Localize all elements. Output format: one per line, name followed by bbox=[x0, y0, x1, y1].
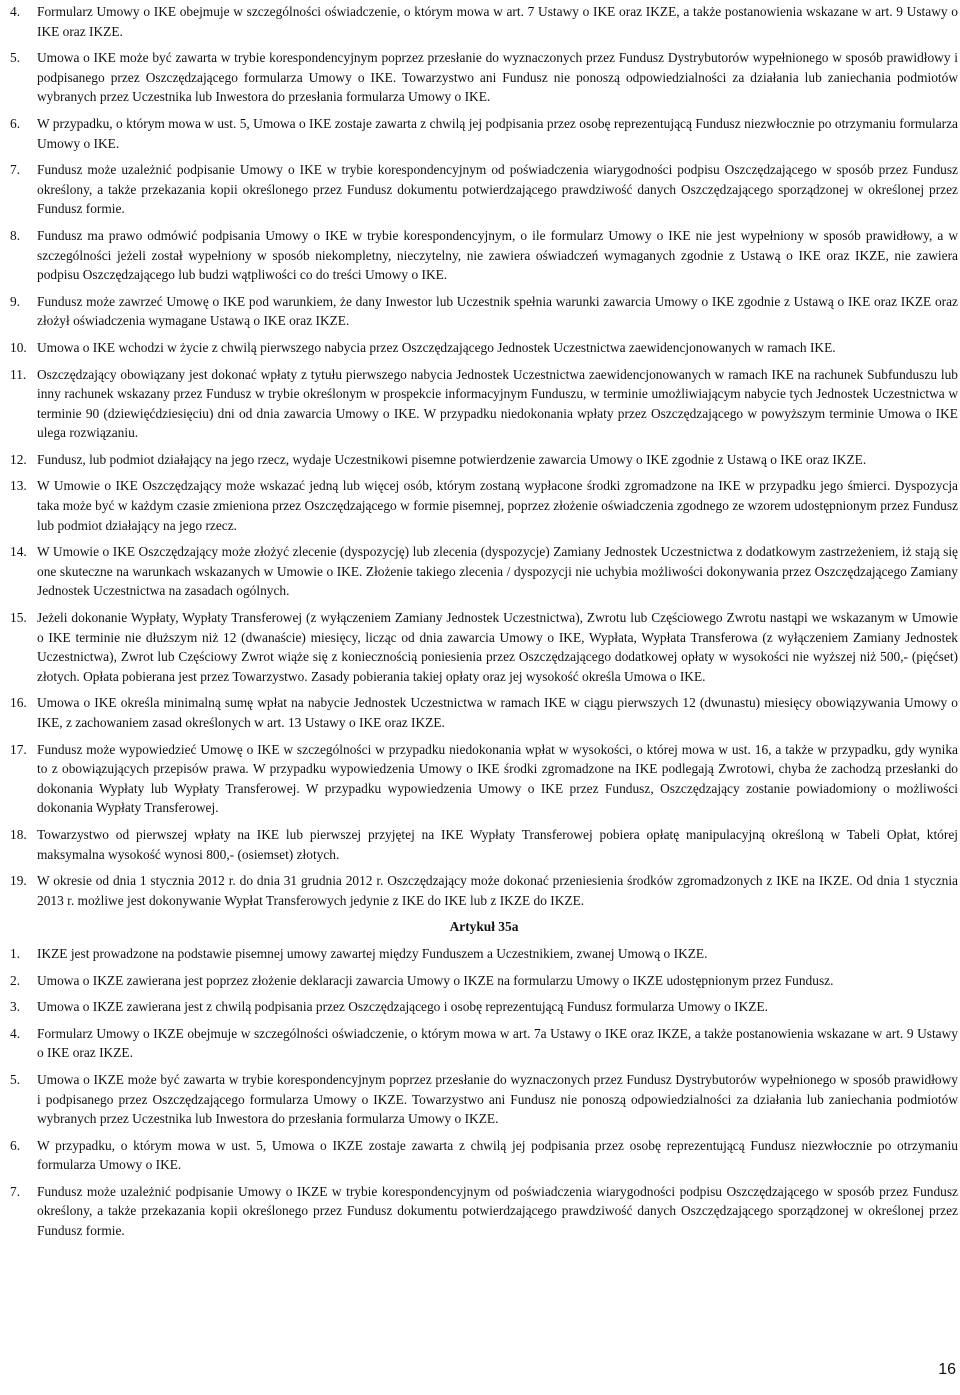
item-number: 16. bbox=[10, 695, 27, 711]
item-text: Oszczędzający obowiązany jest dokonać wpłaty z tytułu pierwszego nabycia Jednostek Uczestnictwa zaewidencjonowanych w ramach IKE na rachunek Subfunduszu lub inny rachunek wskazany przez Fundusz w trybie określonym w prospekcie informacyjnym Funduszu, w terminie umożliwiającym nabycie tych Jednostek Uczestnictwa w terminie 90 (dziewięćdziesięciu) dni od dnia zawarcia Umowy o IKE. W przypadku niedokonania wpłaty przez Oszczędzającego w powyższym terminie Umowa o IKE ulega rozwiązaniu. bbox=[37, 366, 958, 441]
article-heading: Artykuł 35a bbox=[449, 919, 519, 935]
item-text: W przypadku, o którym mowa w ust. 5, Umowa o IKZE zostaje zawarta z chwilą jej podpisania przez osobę reprezentującą Fundusz niezwłocznie po otrzymaniu formularza Umowy o IKE. bbox=[37, 1137, 958, 1173]
list-item bbox=[10, 476, 958, 535]
item-text: Umowa o IKZE zawierana jest poprzez złożenie deklaracji zawarcia Umowy o IKZE na formularzu Umowy o IKZE udostępnionym przez Fundusz. bbox=[37, 972, 834, 988]
list-item bbox=[10, 1136, 958, 1175]
item-text: W okresie od dnia 1 stycznia 2012 r. do dnia 31 grudnia 2012 r. Oszczędzający może dokonać przeniesienia środków zgromadzonych z IKE na IKZE. Od dnia 1 stycznia 2013 r. możliwe jest dokonywanie Wypłat Transferowych jedynie z IKE do IKE lub z IKZE do IKZE. bbox=[37, 873, 958, 908]
item-number: 7. bbox=[10, 1183, 21, 1199]
item-number: 1. bbox=[10, 945, 21, 961]
item-text: Fundusz może uzależnić podpisanie Umowy o IKE w trybie korespondencyjnym od poświadczenia wiarygodności podpisu Oszczędzającego w sposób przez Fundusz określony, a także przekazania kopii określonego przez Fundusz dokumentu potwierdzającego prawdziwość danych Oszczędzającego sporządzonej w określonej przez Fundusz formie. bbox=[37, 162, 958, 217]
list-item bbox=[10, 2, 958, 41]
list-item bbox=[10, 871, 958, 910]
item-text: Fundusz może zawrzeć Umowę o IKE pod warunkiem, że dany Inwestor lub Uczestnik spełnia warunki zawarcia Umowy o IKE zgodnie z Ustawą o IKE oraz IKZE oraz złożył oświadczenia wymagane Ustawą o IKE oraz IKZE. bbox=[37, 293, 958, 329]
list-item bbox=[10, 825, 958, 864]
item-number: 4. bbox=[10, 1025, 21, 1041]
item-number: 19. bbox=[10, 873, 27, 889]
item-text: Umowa o IKZE może być zawarta w trybie korespondencyjnym poprzez przesłanie do wyznaczonych przez Fundusz Dystrybutorów wypełnionego w sposób prawidłowy i podpisanego przez Oszczędzającego formularza Umowy o IKZE. Towarzystwo ani Fundusz nie ponoszą odpowiedzialności za działania lub zaniechania podmiotów wybranych przez Uczestnika lub Inwestora do przesłania formularza Umowy o IKZE. bbox=[37, 1071, 958, 1127]
list-item bbox=[10, 114, 958, 153]
item-number: 11. bbox=[10, 366, 27, 382]
list-item bbox=[10, 160, 958, 219]
item-text: Umowa o IKZE zawierana jest z chwilą podpisania przez Oszczędzającego i osobę reprezentującą Fundusz formularza Umowy o IKZE. bbox=[37, 999, 768, 1015]
item-text: Towarzystwo od pierwszej wpłaty na IKE lub pierwszej przyjętej na IKE Wypłaty Transferowej pobiera opłatę manipulacyjną określoną w Tabeli Opłat, której maksymalna wysokość wynosi 800,- (osiemset) złotych. bbox=[37, 826, 958, 862]
item-number: 13. bbox=[10, 478, 27, 494]
list-item bbox=[10, 1070, 958, 1129]
item-number: 5. bbox=[10, 1071, 21, 1087]
list-item bbox=[10, 48, 958, 107]
item-text: Jeżeli dokonanie Wypłaty, Wypłaty Transferowej (z wyłączeniem Zamiany Jednostek Uczestnictwa), Zwrotu lub Częściowego Zwrotu nastąpi we wskazanym w Umowie o IKE terminie nie dłuższym niż 12 (dwanaście) miesięcy, licząc od dnia zawarcia Umowy o IKE, Wypłata, Wypłata Transferowa (z wyłączeniem Zamiany Jednostek Uczestnictwa), Zwrot lub Częściowy Zwrot wiąże się z koniecznością poniesienia przez Oszczędzającego dodatkowej opłaty w wysokości nie wyższej niż 500,- (pięćset) złotych. Opłata pobierana jest przez Towarzystwo. Zasady pobierania takiej opłaty oraz jej wysokość określa Umowa o IKE. bbox=[37, 610, 958, 684]
list-item bbox=[10, 693, 958, 732]
list-item bbox=[10, 226, 958, 285]
list-item bbox=[10, 542, 958, 601]
item-number: 5. bbox=[10, 50, 21, 66]
item-number: 17. bbox=[10, 741, 27, 757]
item-text: Formularz Umowy o IKZE obejmuje w szczególności oświadczenie, o którym mowa w art. 7a Ustawy o IKE oraz IKZE, a także postanowienia wskazane w art. 9 Ustawy o IKE oraz IKZE. bbox=[37, 1025, 958, 1061]
list-item bbox=[10, 971, 958, 991]
list-item bbox=[10, 944, 958, 964]
page-number: 16 bbox=[938, 1361, 956, 1378]
item-text: Formularz Umowy o IKE obejmuje w szczególności oświadczenie, o którym mowa w art. 7 Ustawy o IKE oraz IKZE, a także postanowienia wskazane w art. 9 Ustawy o IKE oraz IKZE. bbox=[37, 4, 958, 39]
item-number: 6. bbox=[10, 115, 21, 131]
document-body bbox=[10, 2, 958, 1248]
list-item bbox=[10, 292, 958, 331]
item-text: W przypadku, o którym mowa w ust. 5, Umowa o IKE zostaje zawarta z chwilą jej podpisania przez osobę reprezentującą Fundusz niezwłocznie po otrzymaniu formularza Umowy o IKE. bbox=[37, 115, 958, 151]
item-number: 15. bbox=[10, 610, 27, 626]
item-text: Fundusz, lub podmiot działający na jego rzecz, wydaje Uczestnikowi pisemne potwierdzenie zawarcia Umowy o IKE zgodnie z Ustawą o IKE oraz IKZE. bbox=[37, 451, 867, 467]
item-text: Umowa o IKE może być zawarta w trybie korespondencyjnym poprzez przesłanie do wyznaczonych przez Fundusz Dystrybutorów wypełnionego w sposób prawidłowy i podpisanego przez Oszczędzającego formularza Umowy o IKE. Towarzystwo ani Fundusz nie ponoszą odpowiedzialności za działania lub zaniechania podmiotów wybranych przez Uczestnika lub Inwestora do przesłania formularza Umowy o IKE. bbox=[37, 50, 958, 105]
item-text: IKZE jest prowadzone na podstawie pisemnej umowy zawartej między Funduszem a Uczestnikiem, zwanej Umową o IKZE. bbox=[37, 945, 708, 961]
item-number: 3. bbox=[10, 999, 21, 1015]
item-text: Umowa o IKE określa minimalną sumę wpłat na nabycie Jednostek Uczestnictwa w ramach IKE w ciągu pierwszych 12 (dwunastu) miesięcy obowiązywania Umowy o IKE, z zachowaniem zasad określonych w art. 13 Ustawy o IKE oraz IKZE. bbox=[37, 695, 958, 730]
item-number: 12. bbox=[10, 451, 27, 467]
item-number: 10. bbox=[10, 339, 27, 355]
list-item bbox=[10, 1024, 958, 1063]
list-item bbox=[10, 365, 958, 443]
item-number: 7. bbox=[10, 162, 21, 178]
item-number: 8. bbox=[10, 227, 21, 243]
item-text: Fundusz może wypowiedzieć Umowę o IKE w szczególności w przypadku niedokonania wpłat w wysokości, o której mowa w ust. 16, a także w przypadku, gdy wynika to z obowiązujących przepisów prawa. W przypadku wypowiedzenia Umowy o IKE środki zgromadzone na IKE podlegają Zwrotowi, chyba że zachodzą przesłanki do dokonania Wypłaty lub Wypłaty Transferowej. W przypadku wypowiedzenia Umowy o IKE przez Fundusz, Oszczędzający zostanie powiadomiony o możliwości dokonania Wypłaty Transferowej. bbox=[37, 741, 958, 816]
section-ike-list bbox=[10, 2, 958, 910]
item-number: 14. bbox=[10, 544, 27, 560]
item-text: W Umowie o IKE Oszczędzający może wskazać jedną lub więcej osób, którym zostaną wypłacone środki zgromadzone na IKE w przypadku jego śmierci. Dyspozycja taka może być w każdym czasie zmieniona przez Oszczędzającego w formie pisemnej, poprzez złożenie oświadczenia zgodnego ze wzorem udostępnionym przez Fundusz lub podmiot działający na jego rzecz. bbox=[37, 478, 958, 533]
item-number: 2. bbox=[10, 972, 21, 988]
item-number: 6. bbox=[10, 1137, 21, 1153]
section-ikze-list bbox=[10, 944, 958, 1241]
list-item bbox=[10, 1182, 958, 1241]
item-text: Fundusz ma prawo odmówić podpisania Umowy o IKE w trybie korespondencyjnym, o ile formularz Umowy o IKE nie jest wypełniony w sposób prawidłowy, a w szczególności jeżeli został wypełniony w sposób niekompletny, nieczytelny, nie zawiera oświadczeń wymaganych zgodnie z Ustawą o IKE oraz IKZE, nie zawiera podpisu Oszczędzającego lub budzi wątpliwości co do treści Umowy o IKE. bbox=[37, 227, 958, 283]
item-number: 4. bbox=[10, 4, 21, 19]
list-item bbox=[10, 338, 958, 358]
item-number: 9. bbox=[10, 293, 21, 309]
item-number: 18. bbox=[10, 826, 27, 842]
list-item bbox=[10, 997, 958, 1017]
item-text: Umowa o IKE wchodzi w życie z chwilą pierwszego nabycia przez Oszczędzającego Jednostek Uczestnictwa zaewidencjonowanych w ramach IKE. bbox=[37, 339, 836, 355]
list-item bbox=[10, 450, 958, 470]
list-item bbox=[10, 608, 958, 686]
list-item bbox=[10, 740, 958, 818]
item-text: W Umowie o IKE Oszczędzający może złożyć zlecenie (dyspozycję) lub zlecenia (dyspozycje) Zamiany Jednostek Uczestnictwa z dodatkowym zastrzeżeniem, iż stają się one skuteczne na warunkach wskazanych w Umowie o IKE. Złożenie takiego zlecenia / dyspozycji nie uchybia możliwości dokonywania przez Oszczędzającego Zamiany Jednostek Uczestnictwa na zasadach ogólnych. bbox=[37, 544, 958, 599]
item-text: Fundusz może uzależnić podpisanie Umowy o IKZE w trybie korespondencyjnym od poświadczenia wiarygodności podpisu Oszczędzającego w sposób przez Fundusz określony, a także przekazania kopii określonego przez Fundusz dokumentu potwierdzającego prawdziwość danych Oszczędzającego sporządzonej w określonej przez Fundusz formie. bbox=[37, 1183, 958, 1239]
